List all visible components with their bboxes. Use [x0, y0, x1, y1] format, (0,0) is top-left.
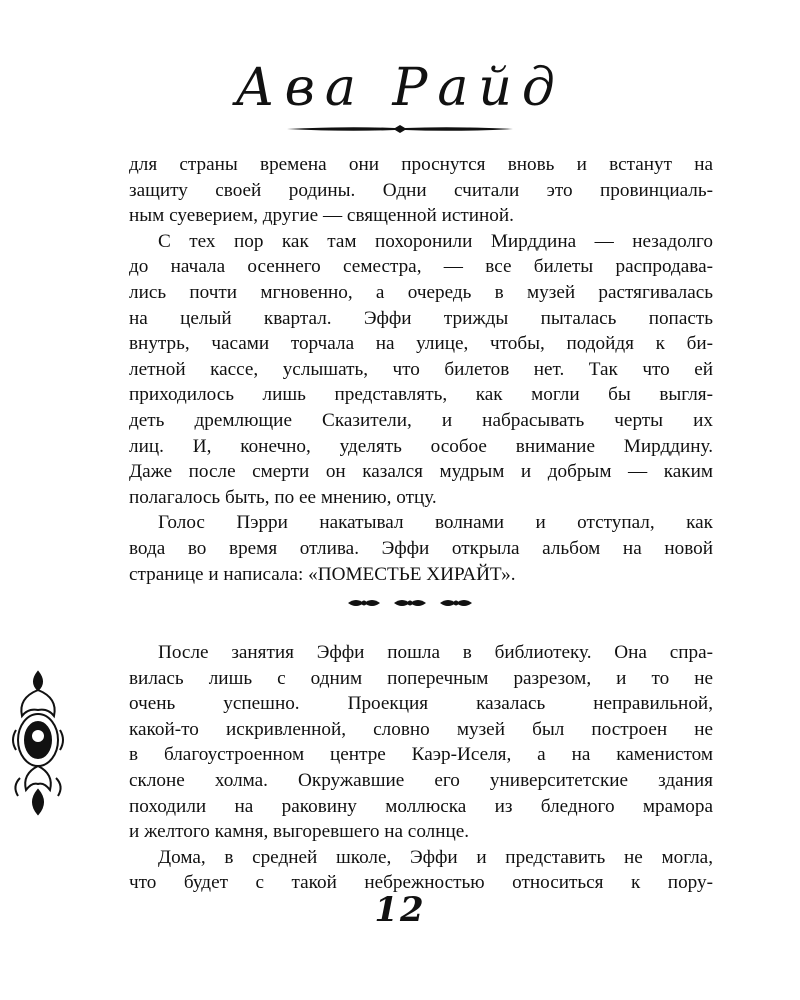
running-title: Ава Райд	[235, 58, 565, 118]
text-line: внутрь, часами торчала на улице, чтобы, подойдя к би-	[129, 333, 713, 355]
text-line: для страны времена они проснутся вновь и встанут на	[129, 154, 713, 175]
text-line: приходилось лишь представлять, как могли бы выгля-	[129, 384, 713, 406]
paragraph-3	[129, 510, 713, 587]
text-line: очень успешно. Проекция казалась неправильной,	[129, 693, 713, 715]
page-header	[0, 56, 800, 146]
text-line: летной кассе, услышать, что билетов нет. Так что ей	[129, 358, 713, 380]
text-line: Дома, в средней школе, Эффи и представить не могла,	[158, 846, 713, 868]
text-line: и желтого камня, выгоревшего на солнце.	[129, 821, 470, 843]
paragraph-1	[129, 152, 713, 229]
section-1-text	[129, 152, 713, 587]
text-line: защиту своей родины. Одни считали это провинциаль-	[129, 179, 713, 201]
text-line: ным суеверием, другие — священной истиной.	[129, 205, 514, 227]
section-break-ornament	[340, 594, 480, 612]
text-line: Даже после смерти он казался мудрым и добрым — каким	[129, 461, 713, 483]
text-line: походили на раковину моллюска из бледного мрамора	[129, 795, 713, 817]
text-line: Голос Пэрри накатывал волнами и отступал, как	[158, 512, 713, 534]
text-line: странице и написала: «ПОМЕСТЬЕ ХИРАЙТ».	[129, 563, 516, 585]
text-line: какой-то искривленной, словно музей был построен не	[129, 718, 713, 740]
paragraph-4	[129, 640, 713, 845]
text-line: на целый квартал. Эффи трижды пыталась попасть	[129, 307, 713, 329]
paragraph-2	[129, 229, 713, 511]
text-line: вилась лишь с одним поперечным разрезом, и то не	[129, 667, 713, 689]
page-number: 12	[374, 890, 426, 930]
text-line: лись почти мгновенно, а очередь в музей растягивалась	[129, 281, 713, 303]
text-line: что будет с такой небрежностью относиться к пору-	[129, 872, 713, 894]
text-line: деть дремлющие Сказители, и набрасывать черты их	[129, 409, 713, 431]
paragraph-5	[129, 845, 713, 896]
text-line: вода во время отлива. Эффи открыла альбом на новой	[129, 537, 713, 559]
text-line: склоне холма. Окружавшие его университетские здания	[129, 769, 713, 791]
text-line: в благоустроенном центре Каэр-Иселя, а на каменистом	[129, 744, 713, 766]
text-line: С тех пор как там похоронили Мирддина — незадолго	[158, 230, 713, 252]
header-flourish-rule	[285, 122, 515, 136]
section-2-text	[129, 640, 713, 896]
text-line: лиц. И, конечно, уделять особое внимание Мирддину.	[129, 435, 713, 457]
text-line: до начала осеннего семестра, — все билеты распродава-	[129, 256, 713, 278]
decorative-medallion-ornament	[8, 668, 68, 818]
text-line: полагалось быть, по ее мнению, отцу.	[129, 486, 437, 508]
text-line: После занятия Эффи пошла в библиотеку. Она спра-	[158, 642, 713, 663]
